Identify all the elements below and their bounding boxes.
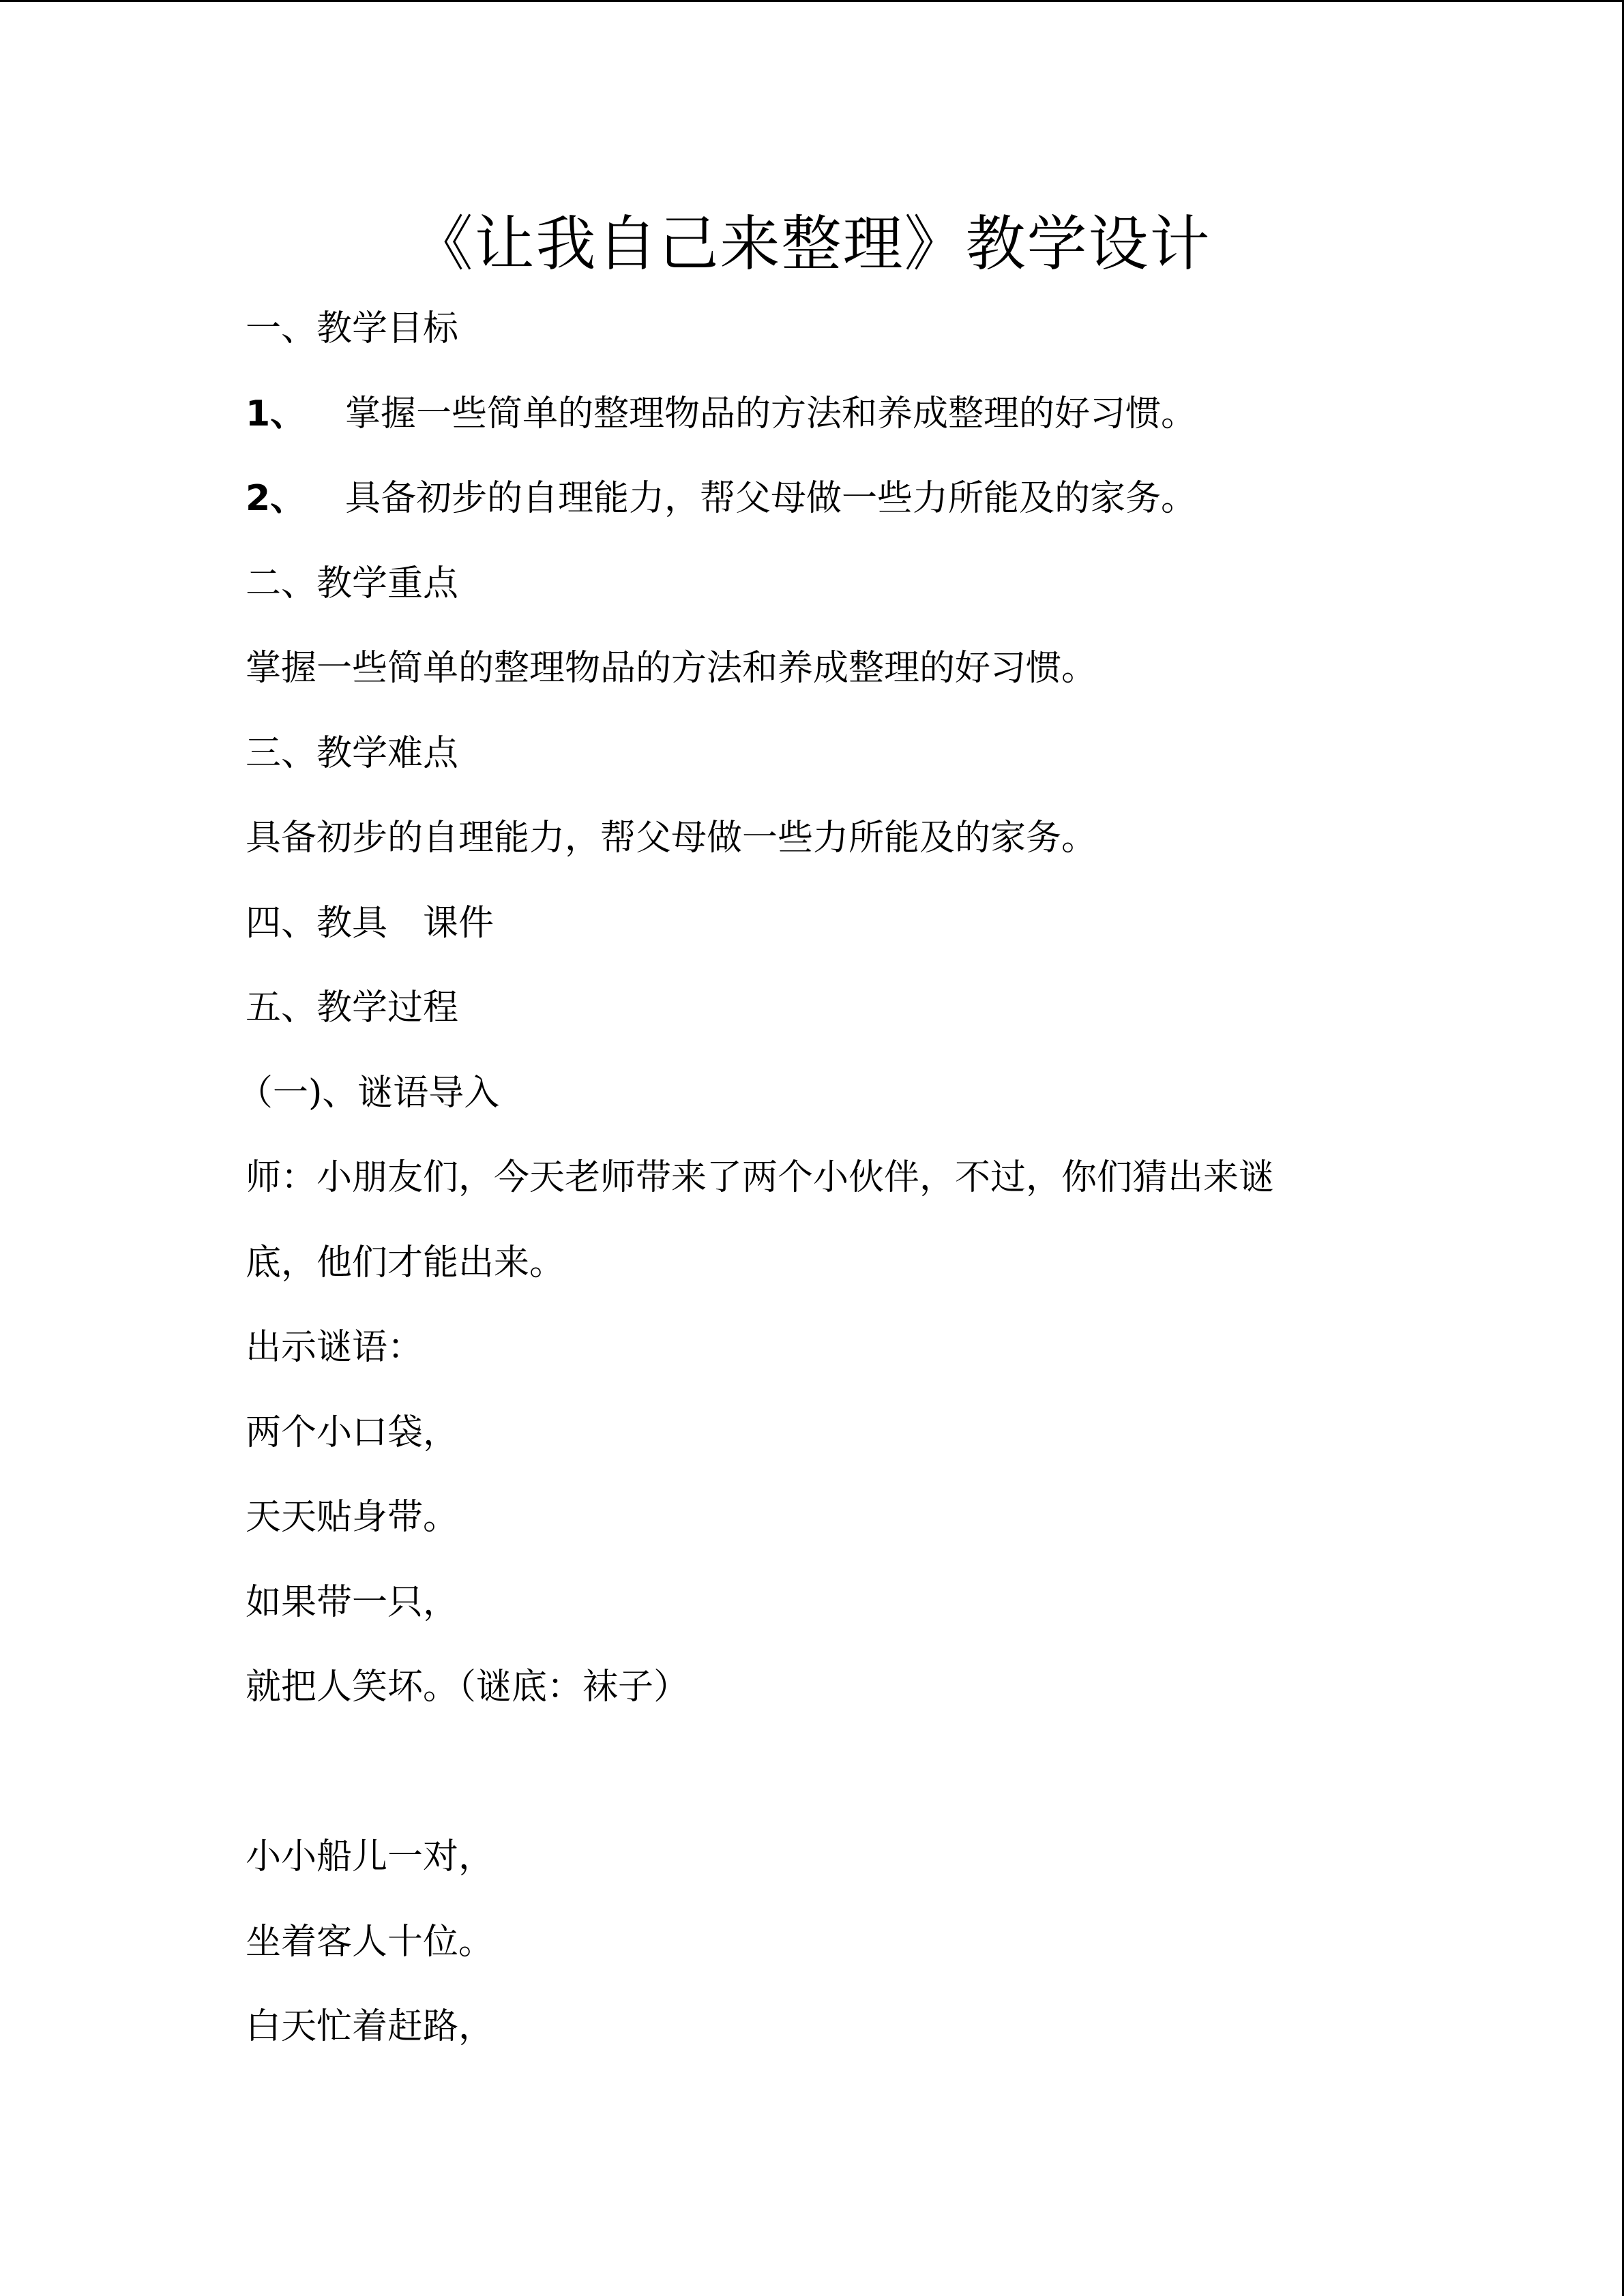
objective-text: 掌握一些简单的整理物品的方法和养成整理的好习惯。 (345, 393, 1197, 434)
objective-text: 具备初步的自理能力，帮父母做一些力所能及的家务。 (345, 478, 1197, 519)
heading-key-points: 二、教学重点 (246, 563, 459, 604)
paragraph-line: 师：小朋友们，今天老师带来了两个小伙伴，不过，你们猜出来谜 (246, 1157, 1275, 1198)
riddle-line: 就把人笑坏。（谜底：袜子） (246, 1667, 690, 1708)
objective-item-1 (246, 384, 1541, 469)
riddle-line: 白天忙着赶路， (246, 2006, 494, 2047)
heading-difficulties: 三、教学难点 (246, 732, 459, 774)
riddle-label: 出示谜语： (246, 1327, 424, 1368)
riddle-line: 两个小口袋， (246, 1412, 459, 1453)
riddle-line: 天天贴身带。 (246, 1497, 459, 1538)
objective-number: 2、 (246, 478, 306, 519)
document-title: 《让我自己来整理》教学设计 (413, 209, 1211, 279)
riddle-line: 坐着客人十位。 (246, 1921, 494, 1963)
key-points-text: 掌握一些简单的整理物品的方法和养成整理的好习惯。 (246, 648, 1097, 689)
paragraph-line: 底，他们才能出来。 (246, 1242, 565, 1283)
objective-number: 1、 (246, 393, 306, 434)
riddle-line: 小小船儿一对， (246, 1836, 494, 1877)
objective-item-2 (246, 468, 1541, 554)
heading-teaching-process: 五、教学过程 (246, 987, 459, 1028)
riddle-line: 如果带一只， (246, 1581, 459, 1623)
difficulties-text: 具备初步的自理能力，帮父母做一些力所能及的家务。 (246, 818, 1097, 859)
heading-teaching-objectives: 一、教学目标 (246, 308, 459, 349)
subheading-riddle-intro: （一)、谜语导入 (237, 1072, 500, 1114)
document-body (237, 299, 1541, 2082)
heading-teaching-aids: 四、教具 课件 (246, 902, 494, 944)
